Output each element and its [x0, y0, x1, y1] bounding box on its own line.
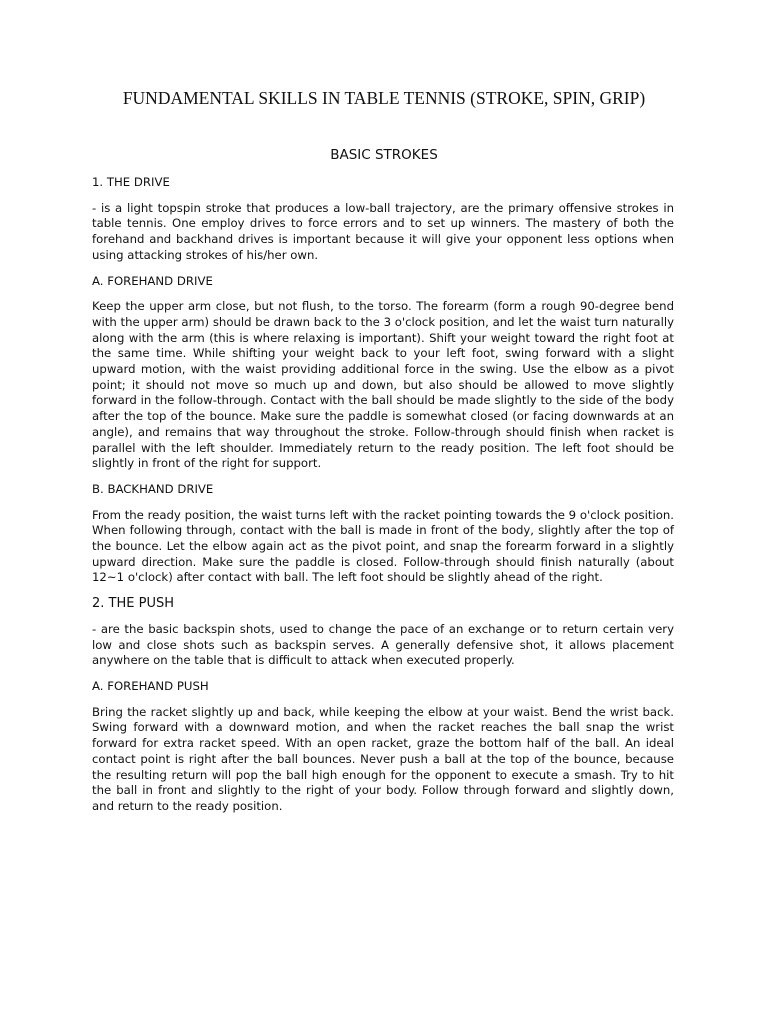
heading-the-drive: 1. THE DRIVE [92, 175, 170, 189]
document-title: FUNDAMENTAL SKILLS IN TABLE TENNIS (STROKE, SPIN, GRIP) [122, 88, 646, 108]
section-title: BASIC STROKES [330, 147, 438, 163]
paragraph-backhand-drive: From the ready position, the waist turns left with the racket pointing towards the 9 o'clock position. When following through, contact with the ball is made in front of the body, slightly after the top of the bounce. Let the elbow again act as the pivot point, and snap the forearm forward in a slightly upward direction. Make sure the paddle is closed. Follow-through should finish naturally (about 12~1 o'clock) after contact with ball. The left foot should be slightly ahead of the right. [92, 507, 674, 585]
heading-forehand-push: A. FOREHAND PUSH [92, 678, 209, 693]
paragraph-forehand-push: Bring the racket slightly up and back, while keeping the elbow at your waist. Bend the wrist back. Swing forward with a downward motion, and when the racket reaches the ball snap the wrist forward for extra racket speed. With an open racket, graze the bottom half of the ball. An ideal contact point is right after the ball bounces. Never push a ball at the top of the bounce, because the resulting return will pop the ball high enough for the opponent to execute a smash. Try to hit the ball in front and slightly to the right of your body. Follow through forward and slightly down, and return to the ready position. [92, 704, 674, 813]
document-body [92, 175, 674, 825]
paragraph-push-intro: - are the basic backspin shots, used to change the pace of an exchange or to return certain very low and close shots such as backspin serves. A generally defensive shot, it allows placement anywhere on the table that is difficult to attack when executed properly. [92, 621, 674, 668]
heading-the-push: 2. THE PUSH [92, 596, 174, 612]
paragraph-forehand-drive: Keep the upper arm close, but not flush, to the torso. The forearm (form a rough 90-degree bend with the upper arm) should be drawn back to the 3 o'clock position, and let the waist turn naturally along with the arm (this is where relaxing is important). Shift your weight toward the right foot at the same time. While shifting your weight back to your left foot, swing forward with a slight upward motion, with the waist providing additional force in the swing. Use the elbow as a pivot point; it should not move so much up and down, but also should be allowed to move slightly forward in the follow-through. Contact with the ball should be made slightly to the side of the body after the top of the bounce. Make sure the paddle is somewhat closed (or facing downwards at an angle), and remains that way throughout the stroke. Follow-through should finish when racket is parallel with the left shoulder. Immediately return to the ready position. The left foot should be slightly in front of the right for support. [92, 299, 674, 471]
heading-backhand-drive: B. BACKHAND DRIVE [92, 481, 214, 496]
heading-forehand-drive: A. FOREHAND DRIVE [92, 273, 213, 288]
paragraph-drive-intro: - is a light topspin stroke that produces a low-ball trajectory, are the primary offensive strokes in table tennis. One employ drives to force errors and to set up winners. The mastery of both the forehand and backhand drives is important because it will give your opponent less options when using attacking strokes of his/her own. [92, 200, 674, 262]
